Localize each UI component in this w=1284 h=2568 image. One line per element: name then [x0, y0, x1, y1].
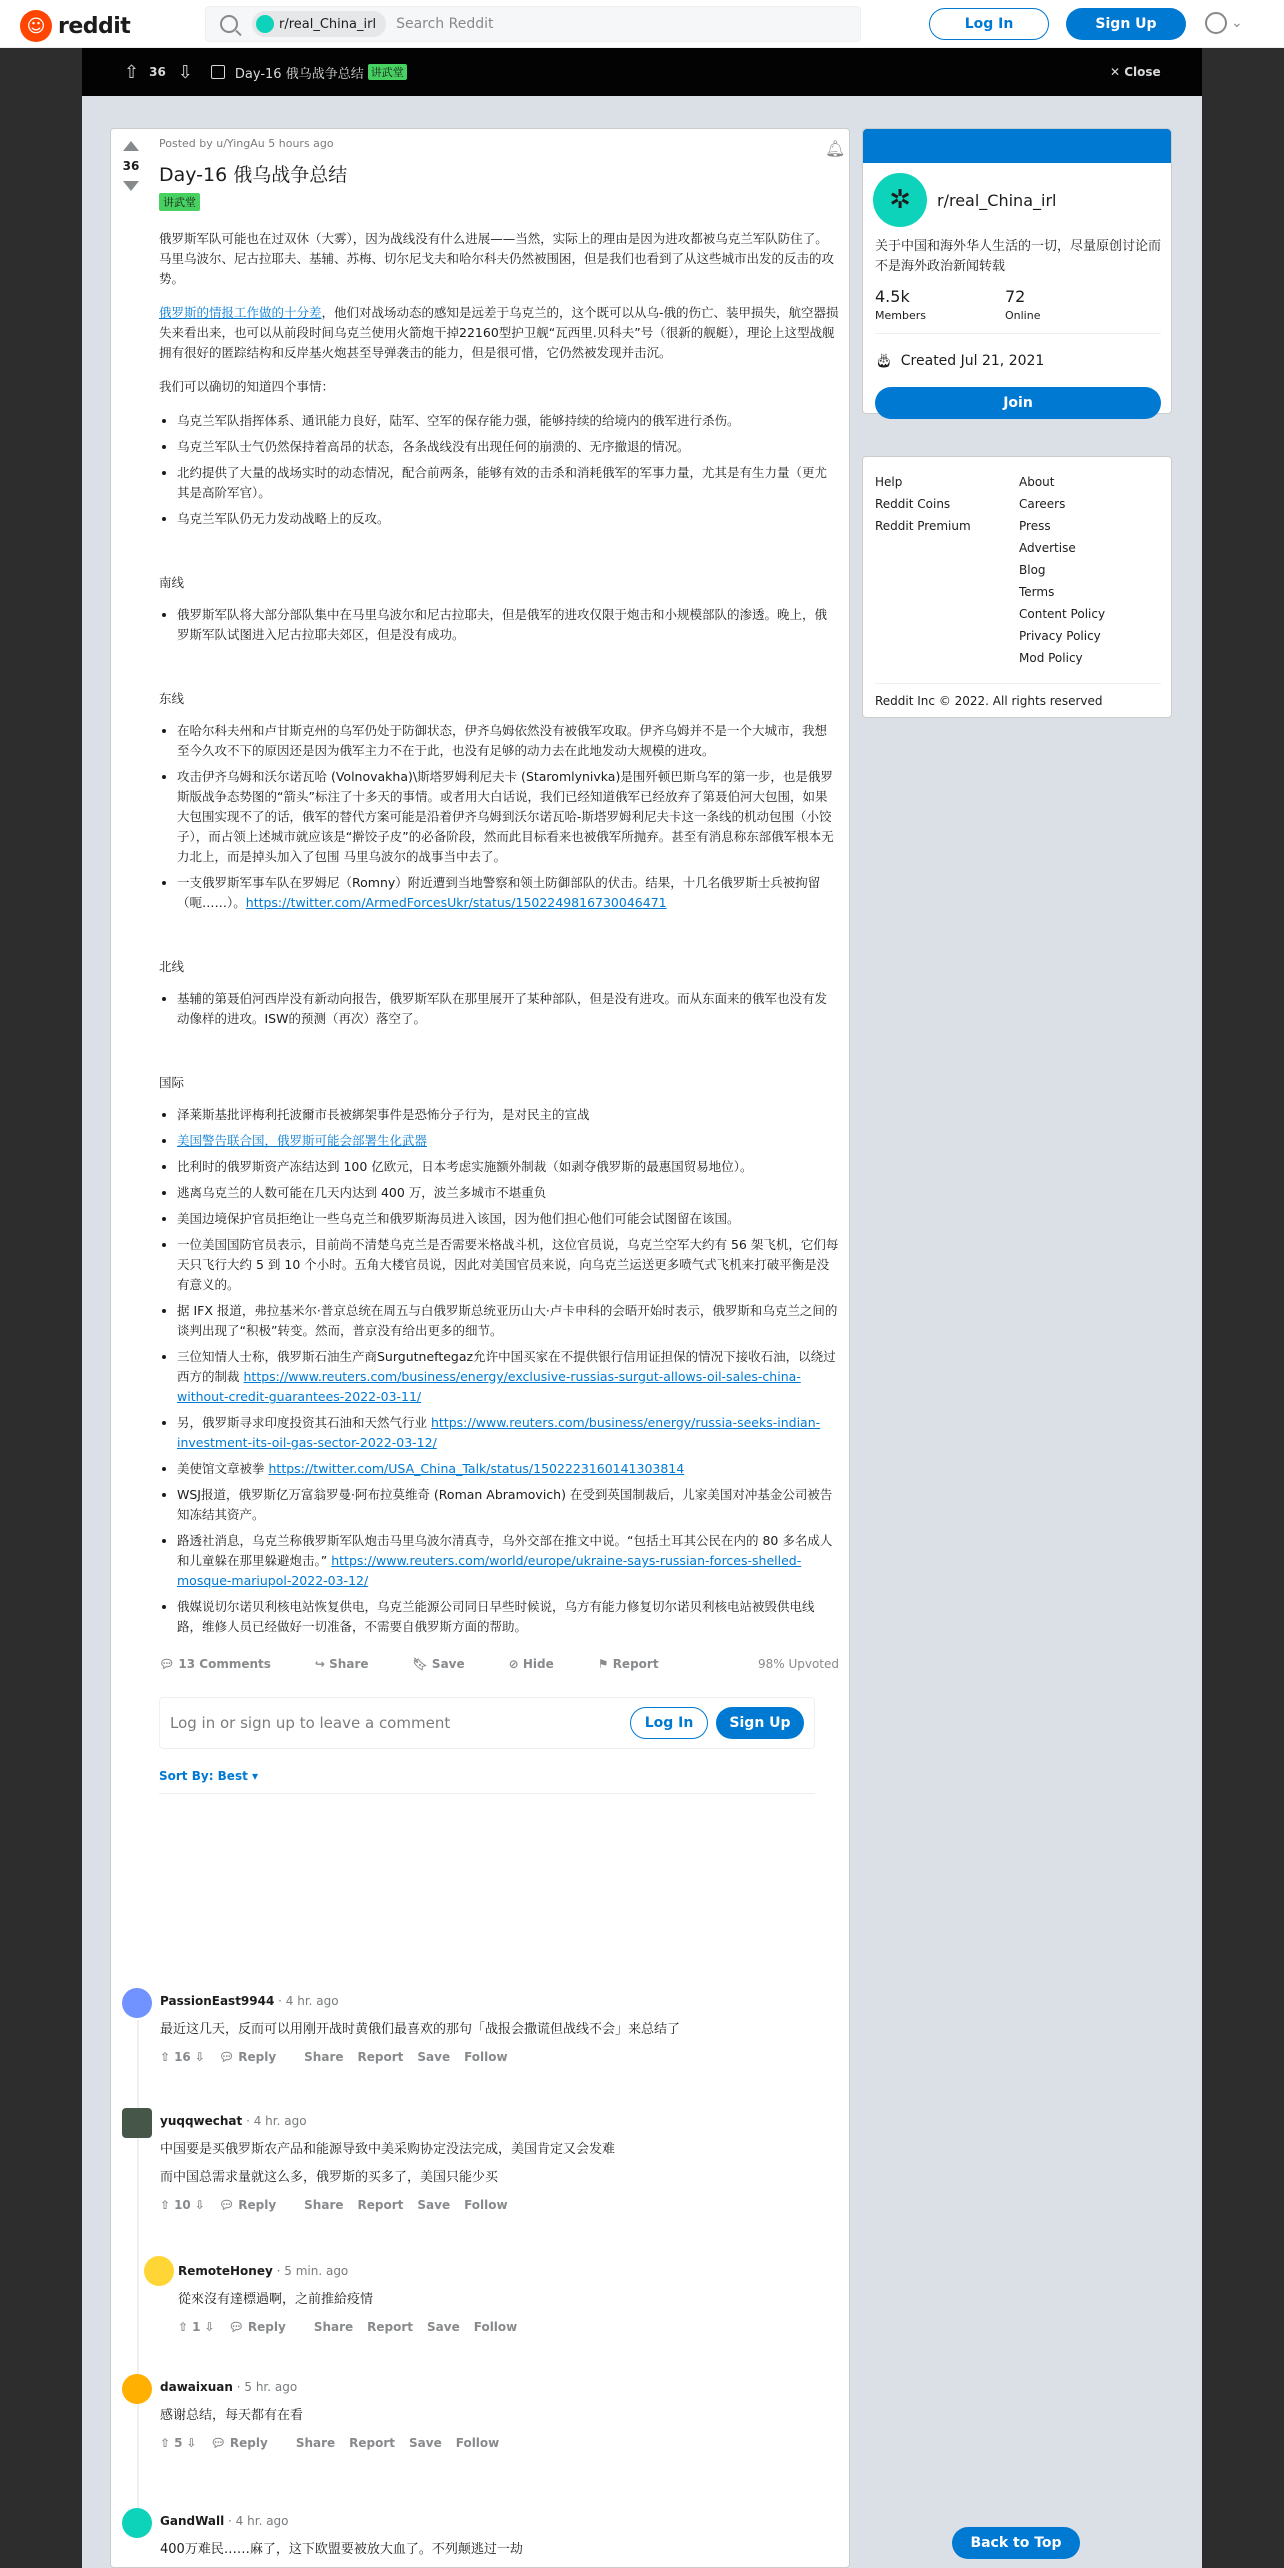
header-signup-button[interactable]: Sign Up [1066, 8, 1186, 40]
join-button[interactable]: Join [875, 387, 1161, 419]
downvote-icon[interactable]: ⇩ [194, 2050, 205, 2064]
follow-button[interactable]: Follow [464, 2050, 508, 2064]
hide-label: Hide [522, 1657, 554, 1671]
report-label: Report [612, 1657, 659, 1671]
footer-link[interactable]: Mod Policy [1019, 651, 1083, 665]
comment-text: 感谢总结，每天都有在看 [160, 2408, 304, 2423]
footer-link[interactable]: Blog [1019, 563, 1046, 577]
reply-button[interactable]: 💬︎ Reply [218, 2198, 277, 2212]
comment [122, 2108, 822, 2212]
post-vote-column [119, 137, 143, 191]
footer-link[interactable]: Reddit Coins [875, 497, 951, 511]
list-item: • 比利时的俄罗斯资产冻结达到 100 亿欧元，日本考虑实施额外制裁（如剥夺俄罗斯的最惠国贸易地位）。 [177, 1157, 839, 1177]
avatar[interactable] [122, 2508, 152, 2538]
comment [122, 2508, 822, 2560]
comment-votes: 1 [192, 2320, 201, 2334]
divider [875, 333, 1161, 334]
list-item [177, 1413, 839, 1453]
bell-icon[interactable]: 🔔︎ [825, 139, 846, 158]
report-button[interactable]: Report [349, 2436, 396, 2450]
comment-time: · 5 hr. ago [236, 2380, 298, 2394]
save-button[interactable]: Save [409, 2436, 442, 2450]
post-top-bar [82, 48, 1202, 96]
share-button[interactable]: Share [304, 2050, 344, 2064]
twitter-link[interactable]: https://twitter.com/USA_China_Talk/status/1502223160141303814 [268, 1461, 685, 1476]
members-count: 4.5k [875, 287, 910, 306]
avatar[interactable] [122, 1988, 152, 2018]
paragraph-1: 俄罗斯军队可能也在过双休（大雾），因为战线没有什么进展——当然，实际上的理由是因为进攻都被乌克兰军队防住了。马里乌波尔、尼古拉耶夫、基辅、苏梅、切尔尼戈夫和哈尔科夫仍然被围困，但是我们也看到了从这些城市出发的反击的攻势。 [159, 231, 835, 286]
list-item: • 乌克兰军队指挥体系、通讯能力良好，陆军、空军的保存能力强，能够持续的给境内的俄军进行杀伤。 [177, 411, 839, 431]
post-actions [159, 1657, 839, 1671]
sort-dropdown[interactable] [159, 1769, 839, 1783]
comment-votes: 10 [174, 2198, 191, 2212]
back-to-top-button[interactable]: Back to Top [952, 2527, 1080, 2559]
subreddit-card [862, 128, 1172, 414]
footer-link[interactable]: Reddit Premium [875, 519, 971, 533]
search-bar[interactable] [205, 6, 861, 42]
downvote-icon[interactable]: ⇩ [194, 2198, 205, 2212]
follow-button[interactable]: Follow [455, 2436, 500, 2450]
paragraph-2 [159, 303, 839, 363]
subreddit-avatar-icon[interactable]: ✲ [873, 173, 927, 227]
section-international: 国际 [159, 1075, 185, 1090]
list-item-text: 一支俄罗斯军事车队在罗姆尼（Romny）附近遭到当地警察和领土防御部队的伏击。结果，十几名俄罗斯士兵被拘留（呃……）。 [177, 875, 821, 910]
comment-text: 400万难民……麻了，这下欧盟要被放大血了。不列颠逃过一劫 [160, 2542, 523, 2557]
save-button[interactable]: Save [427, 2320, 460, 2334]
upvote-icon[interactable]: ⇧ [160, 2198, 171, 2212]
north-list [177, 989, 839, 1029]
members-label: Members [875, 309, 926, 322]
comment-actions [160, 2198, 822, 2212]
comment-text: 中国要是买俄罗斯农产品和能源导致中美采购协定没法完成，美国肯定又会发难 [160, 2142, 616, 2157]
created-date: Created Jul 21, 2021 [900, 353, 1045, 369]
share-button[interactable]: Share [313, 2320, 354, 2334]
section-east: 东线 [159, 691, 185, 706]
save-label: Save [431, 1657, 465, 1671]
follow-button[interactable]: Follow [473, 2320, 518, 2334]
hide-button[interactable]: ⊘ Hide [508, 1657, 554, 1671]
subreddit-avatar-icon [256, 15, 274, 33]
upvoted-ratio: 98% Upvoted [757, 1657, 839, 1671]
reply-button[interactable]: 💬︎ Reply [228, 2320, 286, 2334]
comment-username[interactable]: GandWall [160, 2514, 225, 2528]
list-item: • 在哈尔科夫州和卢甘斯克州的乌军仍处于防御状态，伊齐乌姆依然没有被俄军攻取。伊齐乌姆并不是一个大城市，我想至今久攻不下的原因还是因为俄军主力不在于此，也没有足够的动力去在此地发动大规模的进攻。 [177, 721, 839, 761]
comment-box-placeholder: Log in or sign up to leave a comment [170, 1714, 451, 1732]
save-button[interactable]: Save [417, 2050, 451, 2064]
footer-link[interactable]: Privacy Policy [1019, 629, 1101, 643]
comment-votes: 5 [174, 2436, 183, 2450]
header-login-button[interactable]: Log In [929, 8, 1049, 40]
downvote-icon[interactable]: ⇩ [177, 61, 193, 83]
footer-link[interactable]: Careers [1019, 497, 1066, 511]
south-list [177, 605, 839, 645]
list-item-text: 三位知情人士称，俄罗斯石油生产商Surgutneftegaz允许中国买家在不提供银行信用证担保的情况下接收石油，以绕过西方的制裁 [177, 1349, 836, 1384]
list-item: • 美国边境保护官员拒绝让一些乌克兰和俄罗斯海员进入该国，因为他们担心他们可能会试图留在该国。 [177, 1209, 839, 1229]
list-item: • WSJ报道，俄罗斯亿万富翁罗曼·阿布拉莫维奇 (Roman Abramovich) 在受到英国制裁后，儿家美国对冲基金公司被告知冻结其资产。 [177, 1485, 839, 1525]
list-item: • 泽莱斯基批评梅利托波爾市長被綁架事件是恐怖分子行为，是对民主的宣战 [177, 1105, 839, 1125]
right-overlay [1202, 48, 1284, 2568]
cake-icon: 🎂︎ [875, 353, 893, 369]
links-right [1019, 471, 1105, 669]
user-icon [1205, 12, 1227, 34]
created-row [875, 353, 1044, 369]
comment-username[interactable]: RemoteHoney [178, 2264, 273, 2278]
close-label: Close [1124, 65, 1161, 79]
comment-time: · 5 min. ago [276, 2264, 349, 2278]
twitter-link[interactable]: https://twitter.com/ArmedForcesUkr/status/1502249816730046471 [245, 895, 667, 910]
list-item [177, 873, 839, 913]
post-meta: Posted by u/YingAu 5 hours ago [159, 137, 334, 150]
topbar-title: Day-16 俄乌战争总结 [234, 66, 364, 82]
list-item: • 俄媒说切尔诺贝利核电站恢复供电，乌克兰能源公司同日早些时候说，乌方有能力修复切尔诺贝利核电站被毁供电线路，维修人员已经做好一切准备，不需要自俄罗斯方面的帮助。 [177, 1597, 839, 1637]
reddit-logo[interactable] [20, 10, 130, 42]
downvote-icon[interactable] [123, 181, 139, 191]
comment-username[interactable]: PassionEast9944 [160, 1994, 275, 2008]
comment [144, 2256, 824, 2334]
comment-actions [178, 2320, 824, 2334]
facts-list [177, 411, 839, 529]
list-item-text: 美使馆文章被拳 [177, 1461, 265, 1476]
section-north: 北线 [159, 959, 185, 974]
list-item [177, 1347, 839, 1407]
copyright: Reddit Inc © 2022. All rights reserved [875, 683, 1161, 708]
chip-label: r/real_China_irl [279, 16, 377, 32]
subreddit-description: 关于中国和海外华人生活的一切，尽量原创讨论而不是海外政治新闻转载 [875, 239, 1162, 274]
list-item: • 逃离乌克兰的人数可能在几天内达到 400 万，波兰多城市不堪重负 [177, 1183, 839, 1203]
comment-login-button[interactable]: Log In [630, 1707, 708, 1739]
upvote-icon[interactable] [123, 141, 139, 151]
avatar[interactable] [122, 2108, 152, 2138]
footer-link[interactable]: Advertise [1019, 541, 1076, 555]
logo-text: reddit [58, 13, 131, 39]
post-icon [211, 65, 225, 79]
footer-link[interactable]: Terms [1019, 585, 1055, 599]
comment-time: · 4 hr. ago [278, 1994, 339, 2008]
post-content [159, 229, 839, 1637]
comment [122, 2374, 822, 2450]
comment-box[interactable] [159, 1697, 815, 1749]
upvote-icon[interactable]: ⇧ [160, 2436, 171, 2450]
links-left [875, 471, 971, 537]
sort-label: Sort By: Best [159, 1769, 248, 1783]
footer-link[interactable]: Press [1019, 519, 1051, 533]
reply-label: Reply [238, 2050, 277, 2064]
comment-username[interactable]: dawaixuan [160, 2380, 233, 2394]
comments-button[interactable]: 💬︎ 13 Comments [159, 1657, 271, 1671]
close-icon: ✕ [1110, 65, 1125, 79]
paragraph-2-text: ，他们对战场动态的感知是远差于乌克兰的，这个既可以从乌-俄的伤亡、装甲损失，航空器损失来看出来，也可以从前段时间乌克兰使用火箭炮干掉22160型护卫舰“瓦西里.贝科夫”号（很新的舰艇），理论上这型战舰拥有很好的匿踪结构和反岸基火炮甚至导弹袭击的能力，但是很可惜，它仍然被发现并击沉。 [159, 305, 839, 360]
comment-time: · 4 hr. ago [246, 2114, 307, 2128]
intel-link[interactable]: 俄罗斯的情报工作做的十分差 [159, 305, 322, 320]
caret-down-icon: ▾ [252, 1769, 259, 1783]
search-icon [220, 15, 238, 33]
share-button[interactable]: ↪ Share [314, 1657, 369, 1671]
upvote-icon[interactable]: ⇧ [178, 2320, 189, 2334]
list-item: • 乌克兰军队士气仍然保持着高昂的状态，各条战线没有出现任何的崩溃的、无序撤退的情况。 [177, 437, 839, 457]
online-label: Online [1005, 309, 1041, 322]
section-south: 南线 [159, 575, 185, 590]
post-body [159, 137, 839, 1794]
share-button[interactable]: Share [295, 2436, 336, 2450]
list-item: • 据 IFX 报道，弗拉基米尔·普京总统在周五与白俄罗斯总统亚历山大·卢卡申科的会晤开始时表示，俄罗斯和乌克兰之间的谈判出现了“积极”转变。然而，普京没有给出更多的细节。 [177, 1301, 839, 1341]
downvote-icon[interactable]: ⇩ [204, 2320, 215, 2334]
topbar-vote-count: 36 [149, 65, 166, 79]
intl-list [177, 1105, 839, 1637]
reply-label: Reply [238, 2198, 277, 2212]
report-button[interactable]: ⚑ Report [597, 1657, 659, 1671]
list-item: • 一位美国国防官员表示，目前尚不清楚乌克兰是否需要米格战斗机，这位官员说，乌克兰空军大约有 56 架飞机，它们每天只飞行大约 5 到 10 个小时。五角大楼官员说，因此对美国官员来说，向乌克兰运送更多喷气式飞机来打破平衡是没有意义的。 [177, 1235, 839, 1295]
follow-button[interactable]: Follow [464, 2198, 508, 2212]
avatar[interactable] [122, 2374, 152, 2404]
comment-text: 而中国总需求量就这么多，俄罗斯的买多了，美国只能少买 [160, 2170, 499, 2185]
list-item [177, 1459, 839, 1479]
list-item: • 基辅的第聂伯河西岸没有新动向报告，俄罗斯军队在那里展开了某种部队，但是没有进攻。而从东面来的俄军也没有发动像样的进攻。ISW的预测（再次）落空了。 [177, 989, 839, 1029]
avatar[interactable] [144, 2256, 174, 2286]
site-header [0, 0, 1284, 48]
left-overlay [0, 48, 82, 2568]
reuters-link[interactable]: https://www.reuters.com/world/europe/ukraine-says-russian-forces-shelled-mosque-mariupol-2022-03-12/ [177, 1553, 802, 1588]
comments-label: 13 Comments [178, 1657, 271, 1671]
share-label: Share [329, 1657, 369, 1671]
reply-label: Reply [229, 2436, 268, 2450]
comment-signup-button[interactable]: Sign Up [716, 1707, 804, 1739]
share-button[interactable]: Share [304, 2198, 344, 2212]
un-warning-link[interactable]: 美国警告联合国，俄罗斯可能会部署生化武器 [177, 1133, 428, 1148]
reuters-link[interactable]: https://www.reuters.com/business/energy/exclusive-russias-surgut-allows-oil-sales-china-without-credit-guarantees-2022-03-11/ [177, 1369, 801, 1404]
footer-link[interactable]: Content Policy [1019, 607, 1106, 621]
post-flair[interactable]: 讲武堂 [159, 193, 200, 211]
footer-links-card [862, 456, 1172, 718]
reply-button[interactable]: 💬︎ Reply [218, 2050, 277, 2064]
list-item [177, 1131, 839, 1151]
subreddit-chip[interactable] [252, 11, 386, 37]
user-menu[interactable] [1205, 12, 1243, 34]
reply-button[interactable]: 💬︎ Reply [210, 2436, 268, 2450]
subreddit-name[interactable]: r/real_China_irl [937, 191, 1057, 210]
report-button[interactable]: Report [357, 2050, 404, 2064]
reddit-snoo-icon: ☺ [20, 10, 52, 42]
comment-text: 最近这几天，反而可以用刚开战时黄俄们最喜欢的那句「战报会撒谎但战线不会」来总结了 [160, 2022, 681, 2037]
card-banner [863, 129, 1171, 163]
report-button[interactable]: Report [367, 2320, 414, 2334]
list-item-text: 路透社消息，乌克兰称俄罗斯军队炮击马里乌波尔清真寺，乌外交部在推文中说。“包括土耳其公民在内的 80 多名成人和儿童躲在那里躲避炮击。” [177, 1533, 833, 1568]
comment-actions [160, 2050, 822, 2064]
post-vote-count: 36 [122, 159, 140, 173]
divider [159, 1793, 815, 1794]
upvote-icon[interactable]: ⇧ [160, 2050, 171, 2064]
close-button[interactable] [1110, 65, 1161, 79]
reply-label: Reply [247, 2320, 286, 2334]
report-button[interactable]: Report [357, 2198, 404, 2212]
list-item: • 乌克兰军队仍无力发动战略上的反攻。 [177, 509, 839, 529]
post-title: Day-16 俄乌战争总结 [159, 164, 348, 186]
save-button[interactable]: Save [417, 2198, 451, 2212]
upvote-icon[interactable]: ⇧ [124, 61, 140, 83]
paragraph-3: 我们可以确切的知道四个事情： [159, 379, 335, 394]
comment-actions [160, 2436, 822, 2450]
list-item: • 北约提供了大量的战场实时的动态情况，配合前两条，能够有效的击杀和消耗俄军的军事力量，尤其是有生力量（更尤其是高阶军官）。 [177, 463, 839, 503]
east-list [177, 721, 839, 913]
list-item-text: 另，俄罗斯寻求印度投资其石油和天然气行业 [177, 1415, 428, 1430]
footer-link[interactable]: About [1019, 475, 1055, 489]
footer-link[interactable]: Help [875, 475, 903, 489]
comment-text: 從來沒有達標過啊，之前推給疫情 [178, 2292, 374, 2307]
list-item: • 俄罗斯军队将大部分部队集中在马里乌波尔和尼古拉耶夫，但是俄军的进攻仅限于炮击和小规模部队的渗透。晚上，俄罗斯军队试图进入尼古拉耶夫郊区，但是没有成功。 [177, 605, 839, 645]
comment-votes: 16 [174, 2050, 191, 2064]
reuters-link[interactable]: https://www.reuters.com/business/energy/russia-seeks-indian-investment-its-oil-gas-sector-2022-03-12/ [177, 1415, 821, 1450]
comment-time: · 4 hr. ago [228, 2514, 289, 2528]
topbar-flair: 讲武堂 [368, 64, 407, 80]
downvote-icon[interactable]: ⇩ [186, 2436, 197, 2450]
chevron-down-icon: ⌄ [1231, 15, 1243, 31]
comment-username[interactable]: yuqqwechat [160, 2114, 243, 2128]
online-count: 72 [1005, 287, 1026, 306]
list-item [177, 1531, 839, 1591]
comment [122, 1988, 822, 2064]
save-button[interactable]: 🔖︎ Save [412, 1657, 465, 1671]
list-item: • 攻击伊齐乌姆和沃尔诺瓦哈 (Volnovakha)\斯塔罗姆利尼夫卡 (Staromlynivka)是围歼顿巴斯乌军的第一步，也是俄罗斯版战争态势图的“箭头”标注了十多天的事情。或者用大白话说，我们已经知道俄军已经放弃了第聂伯河大包围，如果大包围实现不了的话，俄军的替代方案可能是沿着伊齐乌姆到沃尔诺瓦哈-斯塔罗姆利尼夫卡这一条线的机动包围（小饺子），而占领上述城市就应该是“擀饺子皮”的必备阶段，然而此目标看来也被俄军所抛弃。甚至有消息称东部俄军根本无力北上，而是掉头加入了包围 马里乌波尔的战事当中去了。 [177, 767, 839, 867]
search-input[interactable]: Search Reddit [396, 16, 494, 32]
